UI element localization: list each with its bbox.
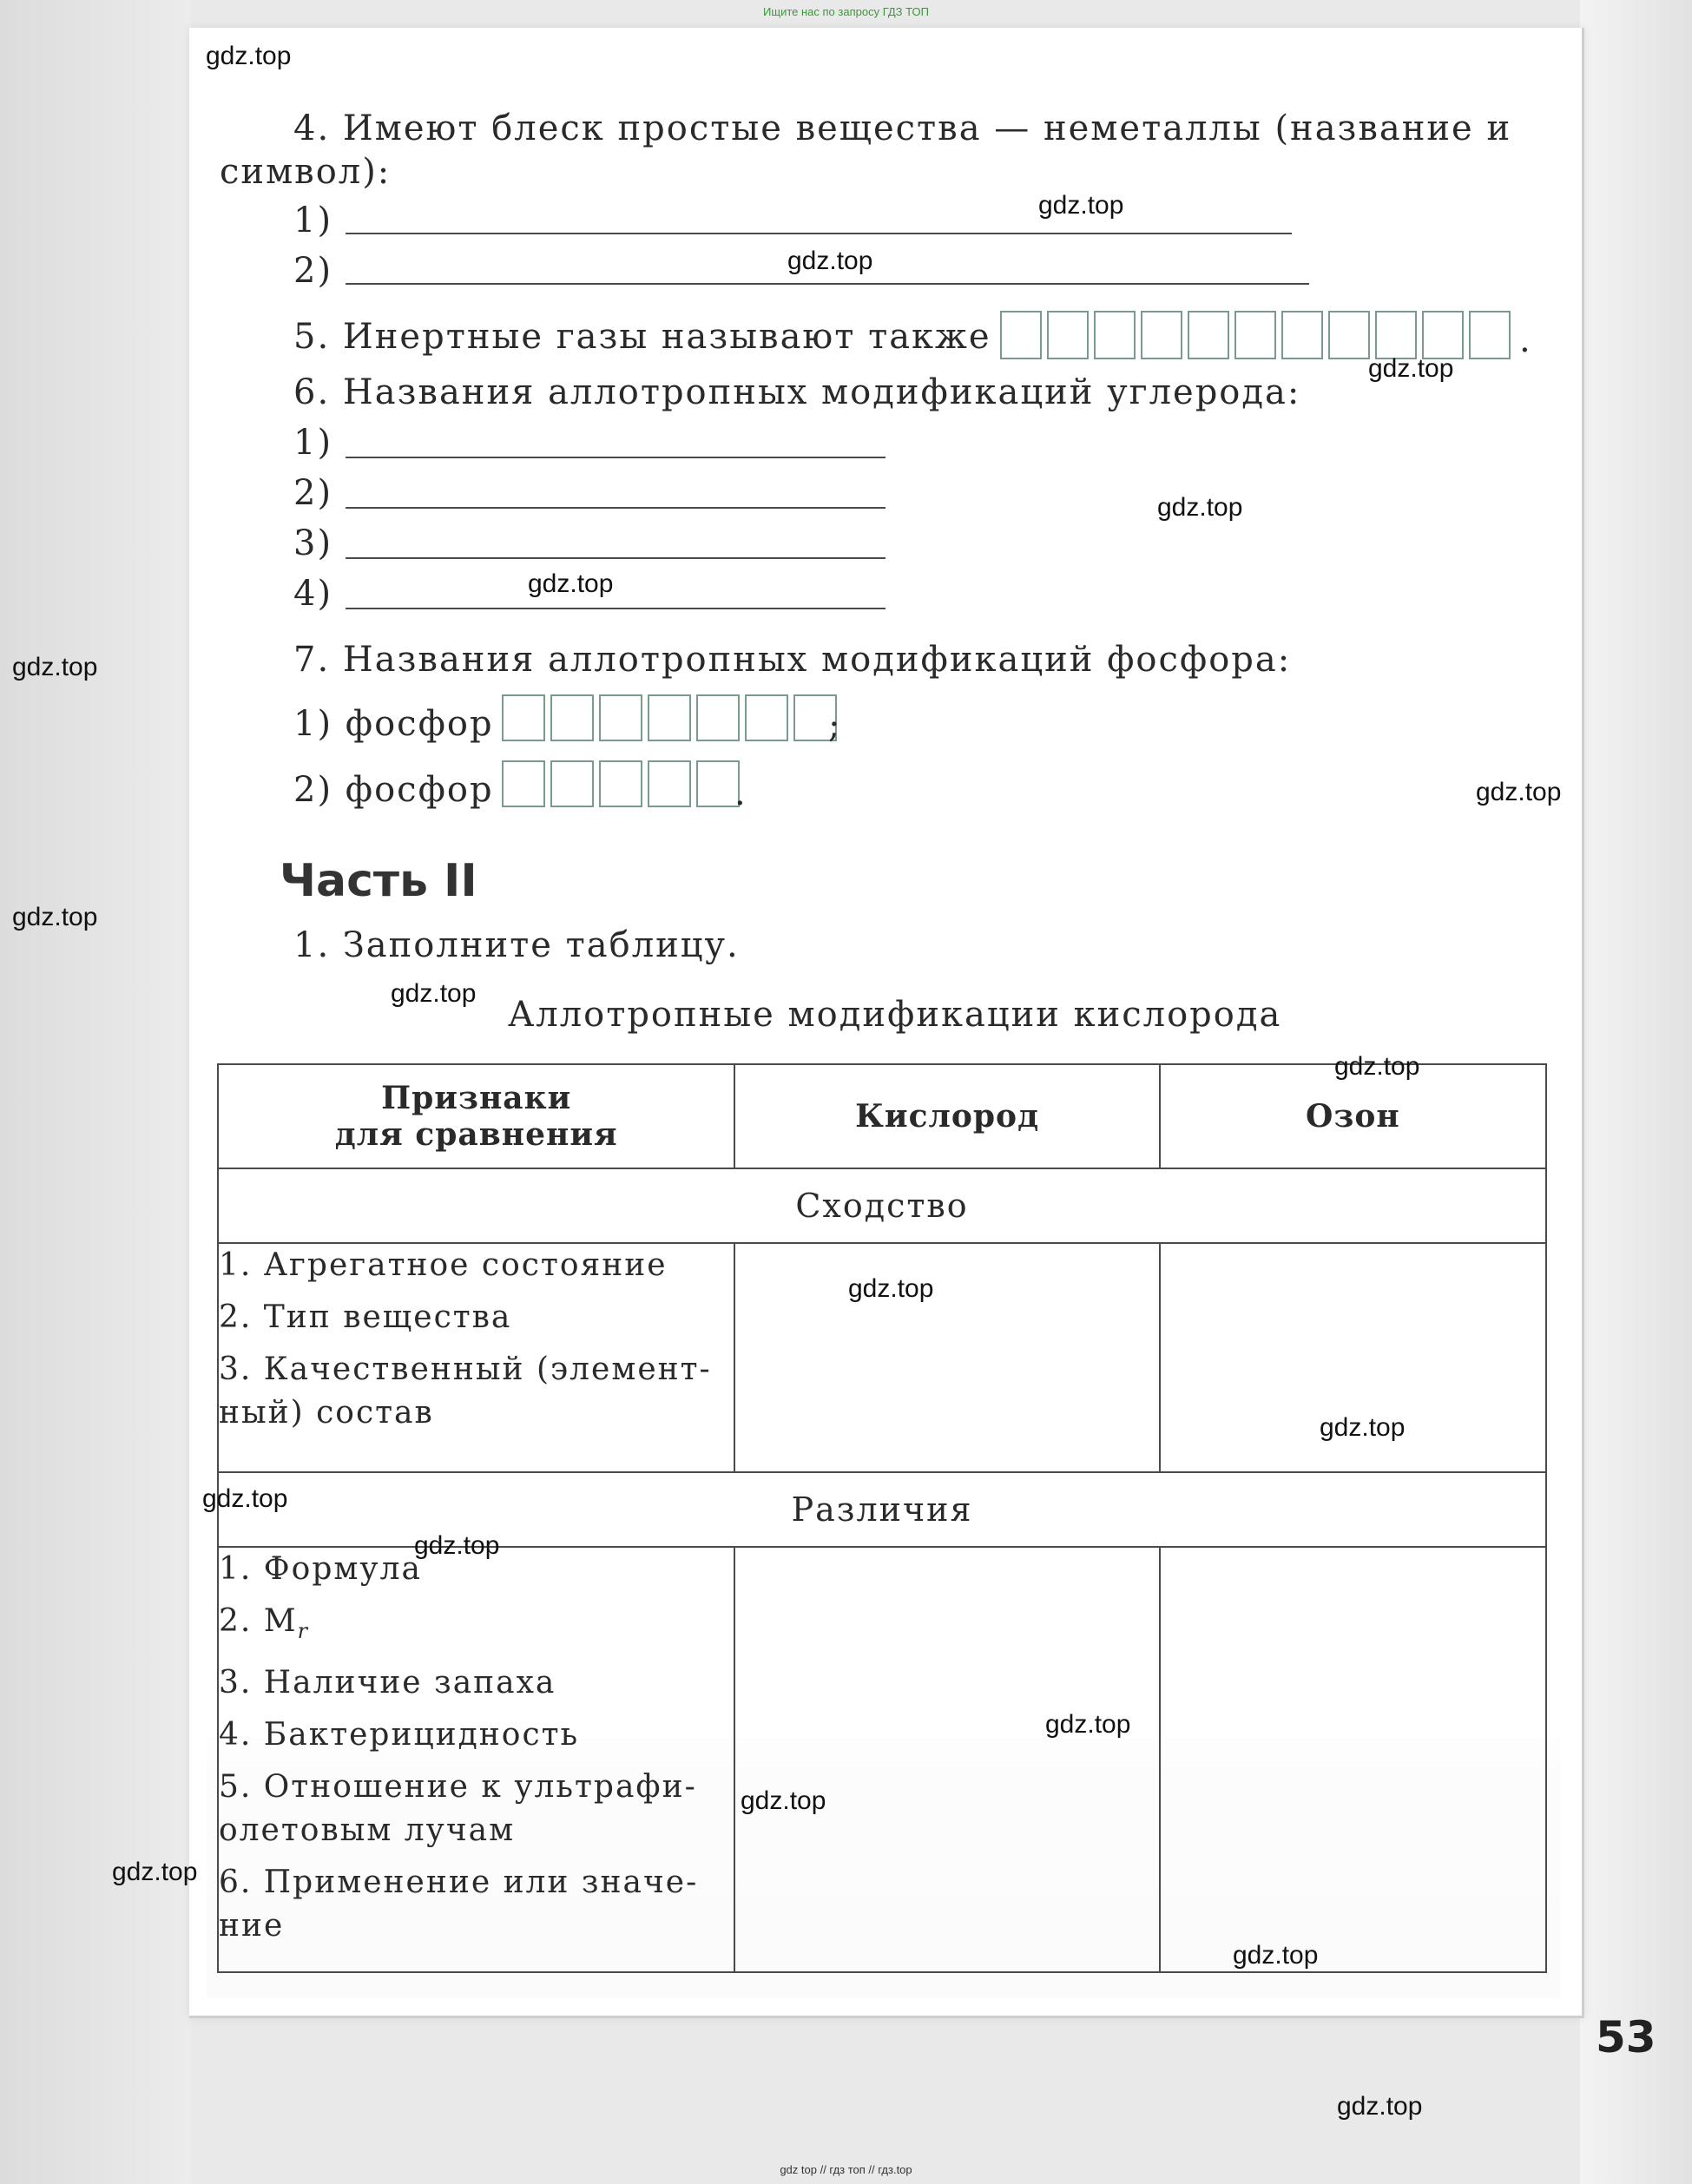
difference-criterion-4: 4. Бактерицидность (219, 1717, 580, 1753)
watermark: gdz.top (528, 569, 614, 598)
similarity-criterion-3b: ный) состав (219, 1395, 434, 1431)
watermark: gdz.top (741, 1786, 826, 1815)
page-number: 53 (1596, 2012, 1656, 2062)
next-page-edge (1580, 0, 1692, 2184)
q4-text-line2: символ): (220, 152, 392, 192)
watermark: gdz.top (1038, 191, 1124, 220)
q4-item-2-label: 2) (293, 251, 333, 291)
q6-item-2-label: 2) (293, 473, 333, 513)
watermark: gdz.top (787, 247, 873, 275)
differences-ozone-cell[interactable] (1160, 1547, 1546, 1972)
difference-criteria (218, 1547, 734, 1972)
similarity-criterion-2: 2. Тип вещества (219, 1299, 512, 1335)
similarity-criterion-1: 1. Агрегатное состояние (219, 1247, 668, 1283)
q7-item-2-letter-boxes[interactable] (502, 760, 745, 807)
oxygen-allotropes-table (217, 1063, 1547, 1973)
q6-answer-line-4[interactable] (346, 608, 886, 609)
header-criteria (218, 1064, 734, 1168)
header-note: Ищите нас по запросу ГДЗ ТОП (763, 5, 929, 18)
q7-text: 7. Названия аллотропных модификаций фосфора: (293, 640, 1292, 680)
q7-item-1-letter-boxes[interactable] (502, 694, 842, 741)
watermark: gdz.top (206, 42, 292, 70)
watermark: gdz.top (112, 1858, 198, 1886)
q7-item-1-label: 1) фосфор (293, 704, 494, 744)
q4-text-line1: 4. Имеют блеск простые вещества — неметаллы (название и (293, 109, 1512, 148)
q5-text: 5. Инертные газы называют также (293, 317, 991, 357)
q6-item-4-label: 4) (293, 574, 333, 614)
header-ozone: Озон (1160, 1064, 1546, 1168)
watermark: gdz.top (1157, 493, 1243, 522)
part-2-task: 1. Заполните таблицу. (293, 925, 740, 965)
watermark: gdz.top (1233, 1941, 1319, 1970)
header-criteria-line2: для сравнения (334, 1116, 618, 1153)
section-differences: Различия (218, 1472, 1546, 1547)
differences-data-row (218, 1547, 1546, 1972)
section-similarity-row (218, 1168, 1546, 1243)
difference-criterion-1: 1. Формула (219, 1551, 422, 1587)
q6-answer-line-3[interactable] (346, 557, 886, 559)
section-similarity: Сходство (218, 1168, 1546, 1243)
similarity-oxygen-cell[interactable] (734, 1243, 1159, 1472)
mr-subscript: r (297, 1619, 310, 1644)
watermark: gdz.top (1476, 778, 1562, 806)
table-caption: Аллотропные модификации кислорода (508, 995, 1282, 1035)
q4-answer-line-2[interactable] (346, 283, 1309, 285)
difference-criterion-6b: ние (219, 1908, 285, 1944)
difference-criterion-5a: 5. Отношение к ультрафи- (219, 1769, 697, 1806)
q4-item-1-label: 1) (293, 201, 333, 240)
similarity-criteria (218, 1243, 734, 1472)
watermark: gdz.top (391, 979, 477, 1008)
part-2-heading: Часть II (280, 855, 477, 907)
watermark: gdz.top (1320, 1413, 1406, 1442)
watermark: gdz.top (1368, 354, 1454, 383)
watermark: gdz.top (1337, 2092, 1423, 2121)
q7-item-2-label: 2) фосфор (293, 770, 494, 810)
watermark: gdz.top (1334, 1052, 1420, 1081)
q4-answer-line-1[interactable] (346, 233, 1292, 234)
watermark: gdz.top (414, 1531, 500, 1560)
book-spine-shadow (0, 0, 191, 2184)
q7-item-2-end: . (734, 773, 747, 813)
difference-criterion-5b: олетовым лучам (219, 1812, 516, 1849)
differences-oxygen-cell[interactable] (734, 1547, 1159, 1972)
q6-answer-line-1[interactable] (346, 457, 886, 458)
header-oxygen: Кислород (734, 1064, 1159, 1168)
q6-item-3-label: 3) (293, 523, 333, 563)
watermark: gdz.top (12, 903, 98, 931)
difference-criterion-3: 3. Наличие запаха (219, 1665, 556, 1701)
q7-item-1-end: ; (828, 706, 842, 746)
similarity-criterion-3a: 3. Качественный (элемент- (219, 1352, 712, 1387)
footer-note: gdz top // гдз топ // гдз.top (780, 2163, 912, 2176)
difference-criterion-6a: 6. Применение или значе- (219, 1865, 699, 1901)
watermark: gdz.top (202, 1484, 288, 1513)
difference-criterion-2-text: 2. M (219, 1603, 298, 1639)
watermark: gdz.top (848, 1274, 934, 1303)
header-criteria-line1: Признаки (381, 1080, 572, 1116)
q5-letter-boxes[interactable] (1000, 311, 1516, 359)
q6-text: 6. Названия аллотропных модификаций углерода: (293, 372, 1301, 412)
watermark: gdz.top (1045, 1710, 1131, 1739)
q6-item-1-label: 1) (293, 423, 333, 463)
q5-period: . (1519, 320, 1532, 360)
watermark: gdz.top (12, 653, 98, 681)
q6-answer-line-2[interactable] (346, 507, 886, 509)
difference-criterion-2 (219, 1600, 734, 1653)
